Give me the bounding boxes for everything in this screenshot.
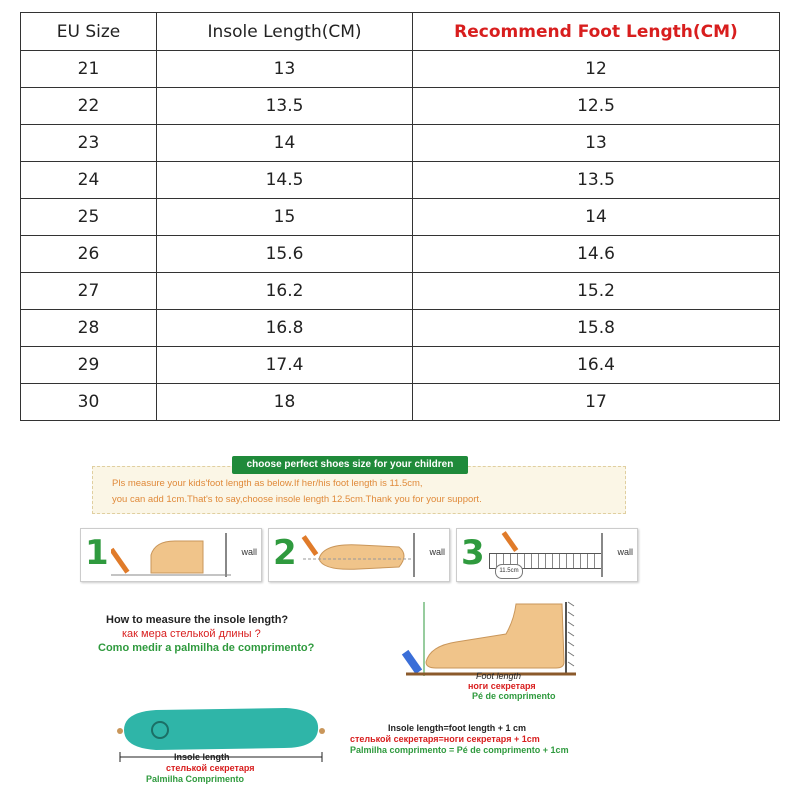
- measurement-guide: [0, 440, 800, 800]
- step-1-panel: [80, 528, 262, 582]
- cell-foot-length: 14: [413, 199, 780, 236]
- formula-pt: Palmilha comprimento = Pé de comprimento + 1cm: [350, 745, 569, 755]
- note-line-2: you can add 1cm.That's to say,choose insole length 12.5cm.Thank you for your support.: [112, 494, 482, 505]
- insole-illustration: [116, 704, 326, 754]
- cell-insole-length: 13.5: [157, 88, 413, 125]
- cell-foot-length: 12: [413, 51, 780, 88]
- foot-label-ru: ноги секретаря: [468, 681, 536, 691]
- cell-eu-size: 29: [21, 347, 157, 384]
- cell-eu-size: 26: [21, 236, 157, 273]
- formula-en: Insole length=foot length + 1 cm: [388, 723, 527, 733]
- cell-foot-length: 13: [413, 125, 780, 162]
- table-row: [21, 88, 780, 125]
- question-ru: как мера стелькой длины ?: [122, 628, 261, 640]
- table-row: [21, 310, 780, 347]
- header-eu-size: EU Size: [21, 13, 157, 51]
- step-3-number: 3: [461, 533, 485, 573]
- cell-foot-length: 15.2: [413, 273, 780, 310]
- cell-foot-length: 16.4: [413, 347, 780, 384]
- step-1-number: 1: [85, 533, 109, 573]
- cell-insole-length: 15: [157, 199, 413, 236]
- foot-label-en: Foot length: [476, 671, 522, 681]
- note-line-1: Pls measure your kids'foot length as below.If her/his foot length is 11.5cm,: [112, 478, 423, 489]
- cell-eu-size: 28: [21, 310, 157, 347]
- question-pt: Como medir a palmilha de comprimento?: [98, 642, 315, 654]
- cell-foot-length: 17: [413, 384, 780, 421]
- table-row: [21, 125, 780, 162]
- header-insole-length: Insole Length(CM): [157, 13, 413, 51]
- table-row: [21, 273, 780, 310]
- cell-eu-size: 30: [21, 384, 157, 421]
- cell-foot-length: 14.6: [413, 236, 780, 273]
- cell-insole-length: 14: [157, 125, 413, 162]
- step-3-panel: [456, 528, 638, 582]
- wall-label: wall: [429, 547, 445, 557]
- table-row: [21, 384, 780, 421]
- cell-insole-length: 17.4: [157, 347, 413, 384]
- table-row: [21, 162, 780, 199]
- cell-foot-length: 15.8: [413, 310, 780, 347]
- size-chart-table: [20, 12, 780, 421]
- cell-insole-length: 13: [157, 51, 413, 88]
- table-row: [21, 199, 780, 236]
- table-header-row: [21, 13, 780, 51]
- wall-line: [601, 533, 603, 577]
- foot-top-icon: [299, 533, 419, 579]
- wall-label: wall: [241, 547, 257, 557]
- foot-side-icon: [111, 533, 231, 579]
- cell-foot-length: 13.5: [413, 162, 780, 199]
- cell-insole-length: 18: [157, 384, 413, 421]
- wall-label: wall: [617, 547, 633, 557]
- step-2-panel: [268, 528, 450, 582]
- cell-insole-length: 14.5: [157, 162, 413, 199]
- table-row: [21, 236, 780, 273]
- cell-insole-length: 16.8: [157, 310, 413, 347]
- pencil-icon: [497, 531, 527, 557]
- cell-eu-size: 22: [21, 88, 157, 125]
- guide-banner: choose perfect shoes size for your children: [232, 456, 468, 474]
- cell-foot-length: 12.5: [413, 88, 780, 125]
- cell-eu-size: 25: [21, 199, 157, 236]
- table-row: [21, 51, 780, 88]
- cell-insole-length: 15.6: [157, 236, 413, 273]
- question-en: How to measure the insole length?: [106, 614, 289, 626]
- foot-label-pt: Pé de comprimento: [472, 691, 556, 701]
- cell-eu-size: 27: [21, 273, 157, 310]
- foot-measure-illustration: [396, 598, 592, 680]
- table-row: [21, 347, 780, 384]
- cell-eu-size: 21: [21, 51, 157, 88]
- wall-line: [225, 533, 227, 577]
- wall-line: [413, 533, 415, 577]
- cell-insole-length: 16.2: [157, 273, 413, 310]
- cell-eu-size: 24: [21, 162, 157, 199]
- insole-label-pt: Palmilha Comprimento: [146, 774, 245, 784]
- formula-ru: стелькой секретаря=ноги секретаря + 1cm: [350, 734, 540, 744]
- cell-eu-size: 23: [21, 125, 157, 162]
- measurement-readout: 11.5cm: [495, 564, 523, 579]
- insole-label-ru: стелькой секретаря: [166, 763, 255, 773]
- header-recommend-foot-length: Recommend Foot Length(CM): [413, 13, 780, 51]
- insole-label-en: Insole length: [174, 752, 230, 762]
- step-2-number: 2: [273, 533, 297, 573]
